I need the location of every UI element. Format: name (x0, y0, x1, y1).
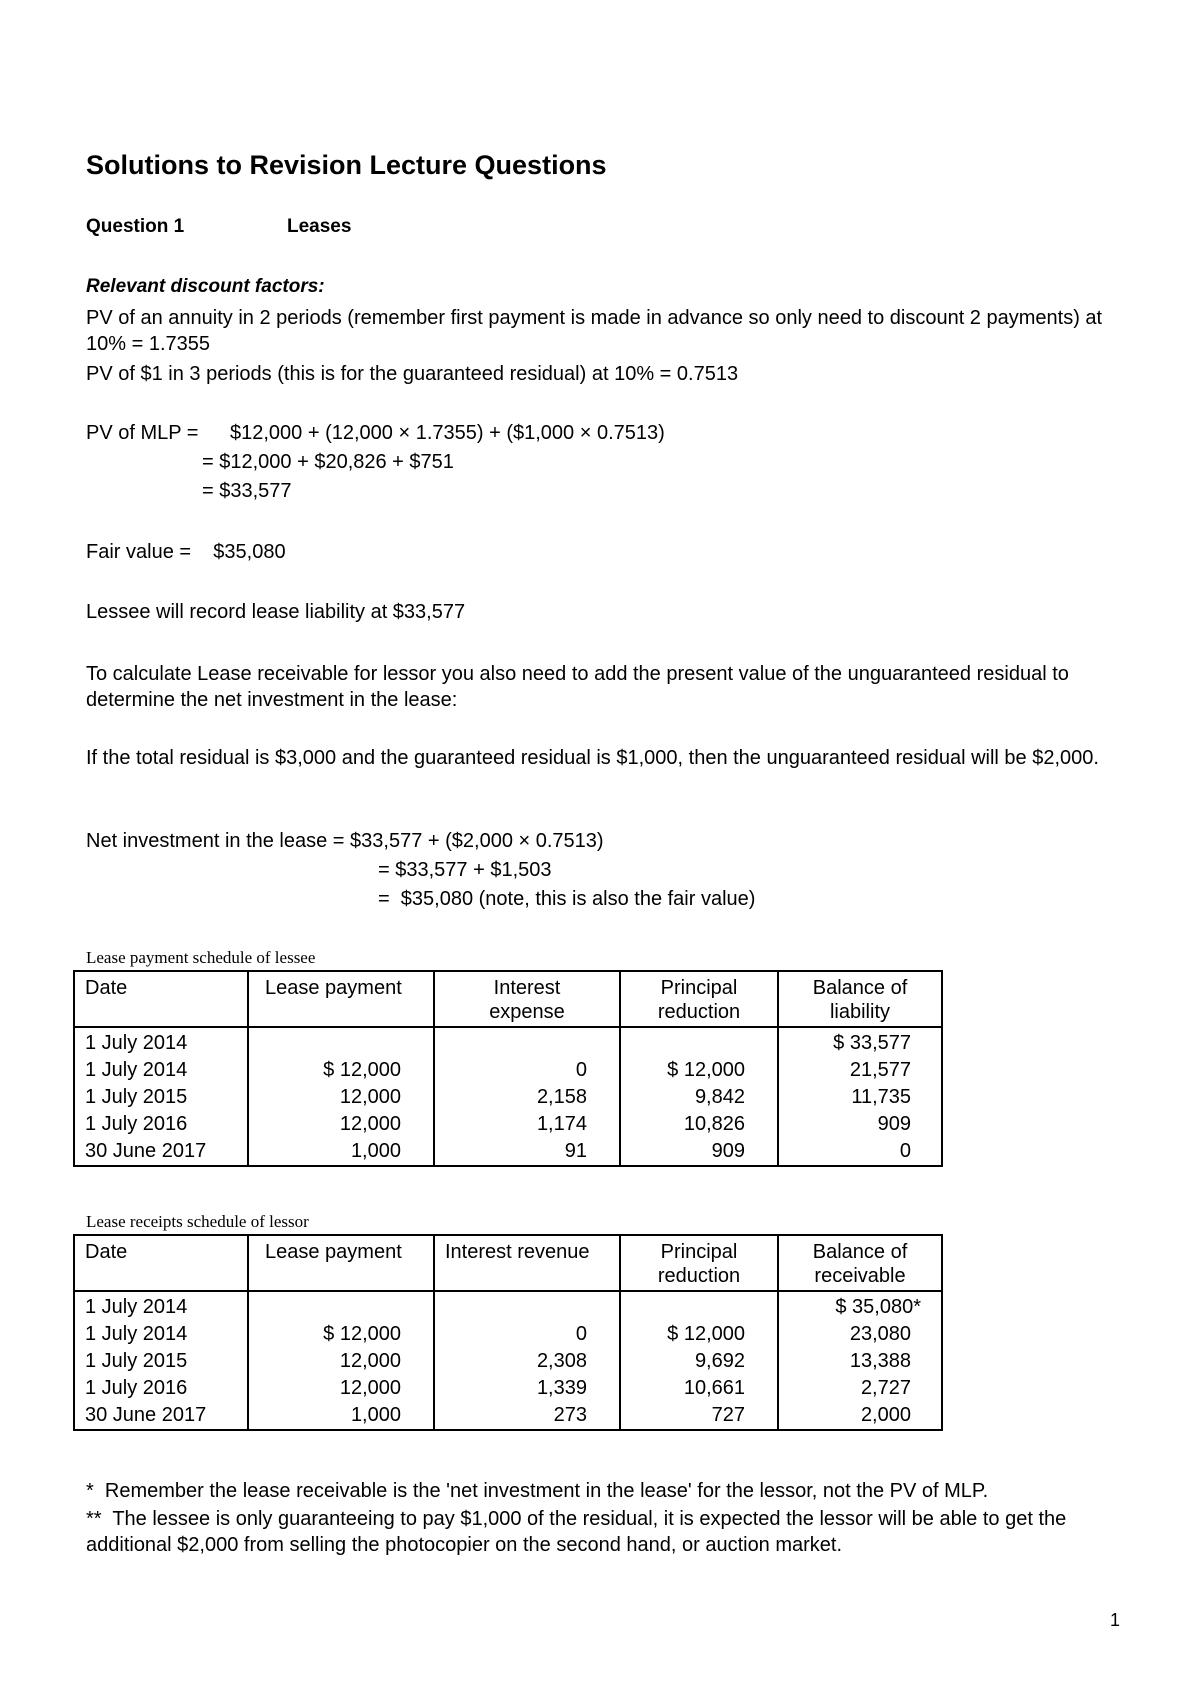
lessee-table-caption: Lease payment schedule of lessee (86, 948, 316, 967)
column-header-principal: Principal reduction (620, 1235, 778, 1291)
cell-date: 1 July 2014 (74, 1291, 248, 1321)
table-row (74, 1402, 942, 1430)
footnote-guarantee: ** The lessee is only guaranteeing to pay $1,000 of the residual, it is expected the lessor will be able to get the additional $2,000 from selling the photocopier on the second hand, or auction market. (86, 1508, 1072, 1556)
cell-lease-payment: 12,000 (248, 1375, 434, 1402)
cell-date: 1 July 2015 (74, 1348, 248, 1375)
cell-interest: 273 (434, 1402, 620, 1430)
pv-mlp-line3: = $33,577 (202, 480, 292, 502)
pv-mlp-line1: $12,000 + (12,000 × 1.7355) + ($1,000 × 0.7513) (230, 422, 665, 444)
cell-principal: 909 (620, 1138, 778, 1166)
cell-interest: 0 (434, 1321, 620, 1348)
cell-lease-payment: 1,000 (248, 1138, 434, 1166)
net-investment-line2: = $33,577 + $1,503 (378, 859, 552, 881)
table-row (74, 1348, 942, 1375)
column-header-balance: Balance of liability (778, 971, 942, 1027)
cell-lease-payment: 12,000 (248, 1348, 434, 1375)
table-header-row (74, 1235, 942, 1291)
table-row (74, 1291, 942, 1321)
table-header-row (74, 971, 942, 1027)
column-header-lease-payment: Lease payment (248, 971, 434, 1027)
table-row (74, 1057, 942, 1084)
cell-principal: 10,661 (620, 1375, 778, 1402)
cell-date: 1 July 2014 (74, 1321, 248, 1348)
cell-interest (434, 1291, 620, 1321)
column-header-balance: Balance of receivable (778, 1235, 942, 1291)
cell-date: 30 June 2017 (74, 1138, 248, 1166)
column-header-date: Date (74, 1235, 248, 1291)
cell-interest: 2,308 (434, 1348, 620, 1375)
cell-principal: 9,692 (620, 1348, 778, 1375)
cell-date: 1 July 2014 (74, 1057, 248, 1084)
cell-interest (434, 1027, 620, 1057)
cell-principal: 10,826 (620, 1111, 778, 1138)
discount-heading: Relevant discount factors: (86, 276, 325, 297)
lessor-note: To calculate Lease receivable for lessor you also need to add the present value of the unguaranteed residual to determine the net investment in the lease: (86, 663, 1069, 711)
column-header-lease-payment: Lease payment (248, 1235, 434, 1291)
cell-balance: 2,000 (778, 1402, 942, 1430)
cell-balance: 0 (778, 1138, 942, 1166)
cell-balance: 13,388 (778, 1348, 942, 1375)
table-row (74, 1138, 942, 1166)
pv-mlp-line2: = $12,000 + $20,826 + $751 (202, 451, 454, 473)
cell-date: 1 July 2016 (74, 1111, 248, 1138)
cell-principal: $ 12,000 (620, 1057, 778, 1084)
lessor-table-caption: Lease receipts schedule of lessor (86, 1212, 309, 1231)
column-header-interest: Interest revenue (434, 1235, 620, 1291)
table-row (74, 1084, 942, 1111)
discount-line-single: PV of $1 in 3 periods (this is for the guaranteed residual) at 10% = 0.7513 (86, 363, 739, 385)
cell-interest: 91 (434, 1138, 620, 1166)
cell-principal: 9,842 (620, 1084, 778, 1111)
cell-lease-payment: $ 12,000 (248, 1321, 434, 1348)
cell-interest: 2,158 (434, 1084, 620, 1111)
footnote-receivable: * Remember the lease receivable is the 'net investment in the lease' for the lessor, not the PV of MLP. (86, 1480, 989, 1502)
cell-principal: 727 (620, 1402, 778, 1430)
question-topic: Leases (287, 216, 352, 237)
lessor-schedule-table (73, 1234, 943, 1431)
cell-lease-payment: 12,000 (248, 1111, 434, 1138)
lessee-schedule-table (73, 970, 943, 1167)
cell-lease-payment (248, 1291, 434, 1321)
cell-interest: 1,174 (434, 1111, 620, 1138)
table-row (74, 1027, 942, 1057)
fair-value: Fair value = $35,080 (86, 541, 286, 563)
column-header-interest: Interest expense (434, 971, 620, 1027)
cell-interest: 0 (434, 1057, 620, 1084)
column-header-principal: Principal reduction (620, 971, 778, 1027)
page-title: Solutions to Revision Lecture Questions (86, 150, 607, 180)
cell-balance: $ 33,577 (778, 1027, 942, 1057)
cell-principal (620, 1291, 778, 1321)
cell-date: 1 July 2014 (74, 1027, 248, 1057)
lessee-record: Lessee will record lease liability at $33,577 (86, 601, 466, 623)
cell-date: 1 July 2016 (74, 1375, 248, 1402)
cell-balance: 909 (778, 1111, 942, 1138)
residual-note: If the total residual is $3,000 and the guaranteed residual is $1,000, then the unguaranteed residual will be $2,000. (86, 747, 1099, 769)
cell-lease-payment: 12,000 (248, 1084, 434, 1111)
question-label: Question 1 (86, 216, 185, 237)
cell-balance: 11,735 (778, 1084, 942, 1111)
cell-balance: 21,577 (778, 1057, 942, 1084)
cell-lease-payment: 1,000 (248, 1402, 434, 1430)
cell-date: 30 June 2017 (74, 1402, 248, 1430)
cell-lease-payment (248, 1027, 434, 1057)
cell-balance: 2,727 (778, 1375, 942, 1402)
cell-principal (620, 1027, 778, 1057)
page-number: 1 (1110, 1610, 1121, 1630)
cell-balance: $ 35,080* (778, 1291, 942, 1321)
cell-lease-payment: $ 12,000 (248, 1057, 434, 1084)
cell-principal: $ 12,000 (620, 1321, 778, 1348)
cell-balance: 23,080 (778, 1321, 942, 1348)
column-header-date: Date (74, 971, 248, 1027)
pv-mlp-label: PV of MLP = (86, 422, 199, 444)
cell-interest: 1,339 (434, 1375, 620, 1402)
cell-date: 1 July 2015 (74, 1084, 248, 1111)
discount-line-annuity: PV of an annuity in 2 periods (remember first payment is made in advance so only need to discount 2 payments) at 10% = 1.7355 (86, 307, 1103, 355)
net-investment-line3: = $35,080 (note, this is also the fair value) (378, 888, 756, 910)
net-investment-line1: Net investment in the lease = $33,577 + ($2,000 × 0.7513) (86, 830, 604, 852)
table-row (74, 1111, 942, 1138)
table-row (74, 1321, 942, 1348)
table-row (74, 1375, 942, 1402)
